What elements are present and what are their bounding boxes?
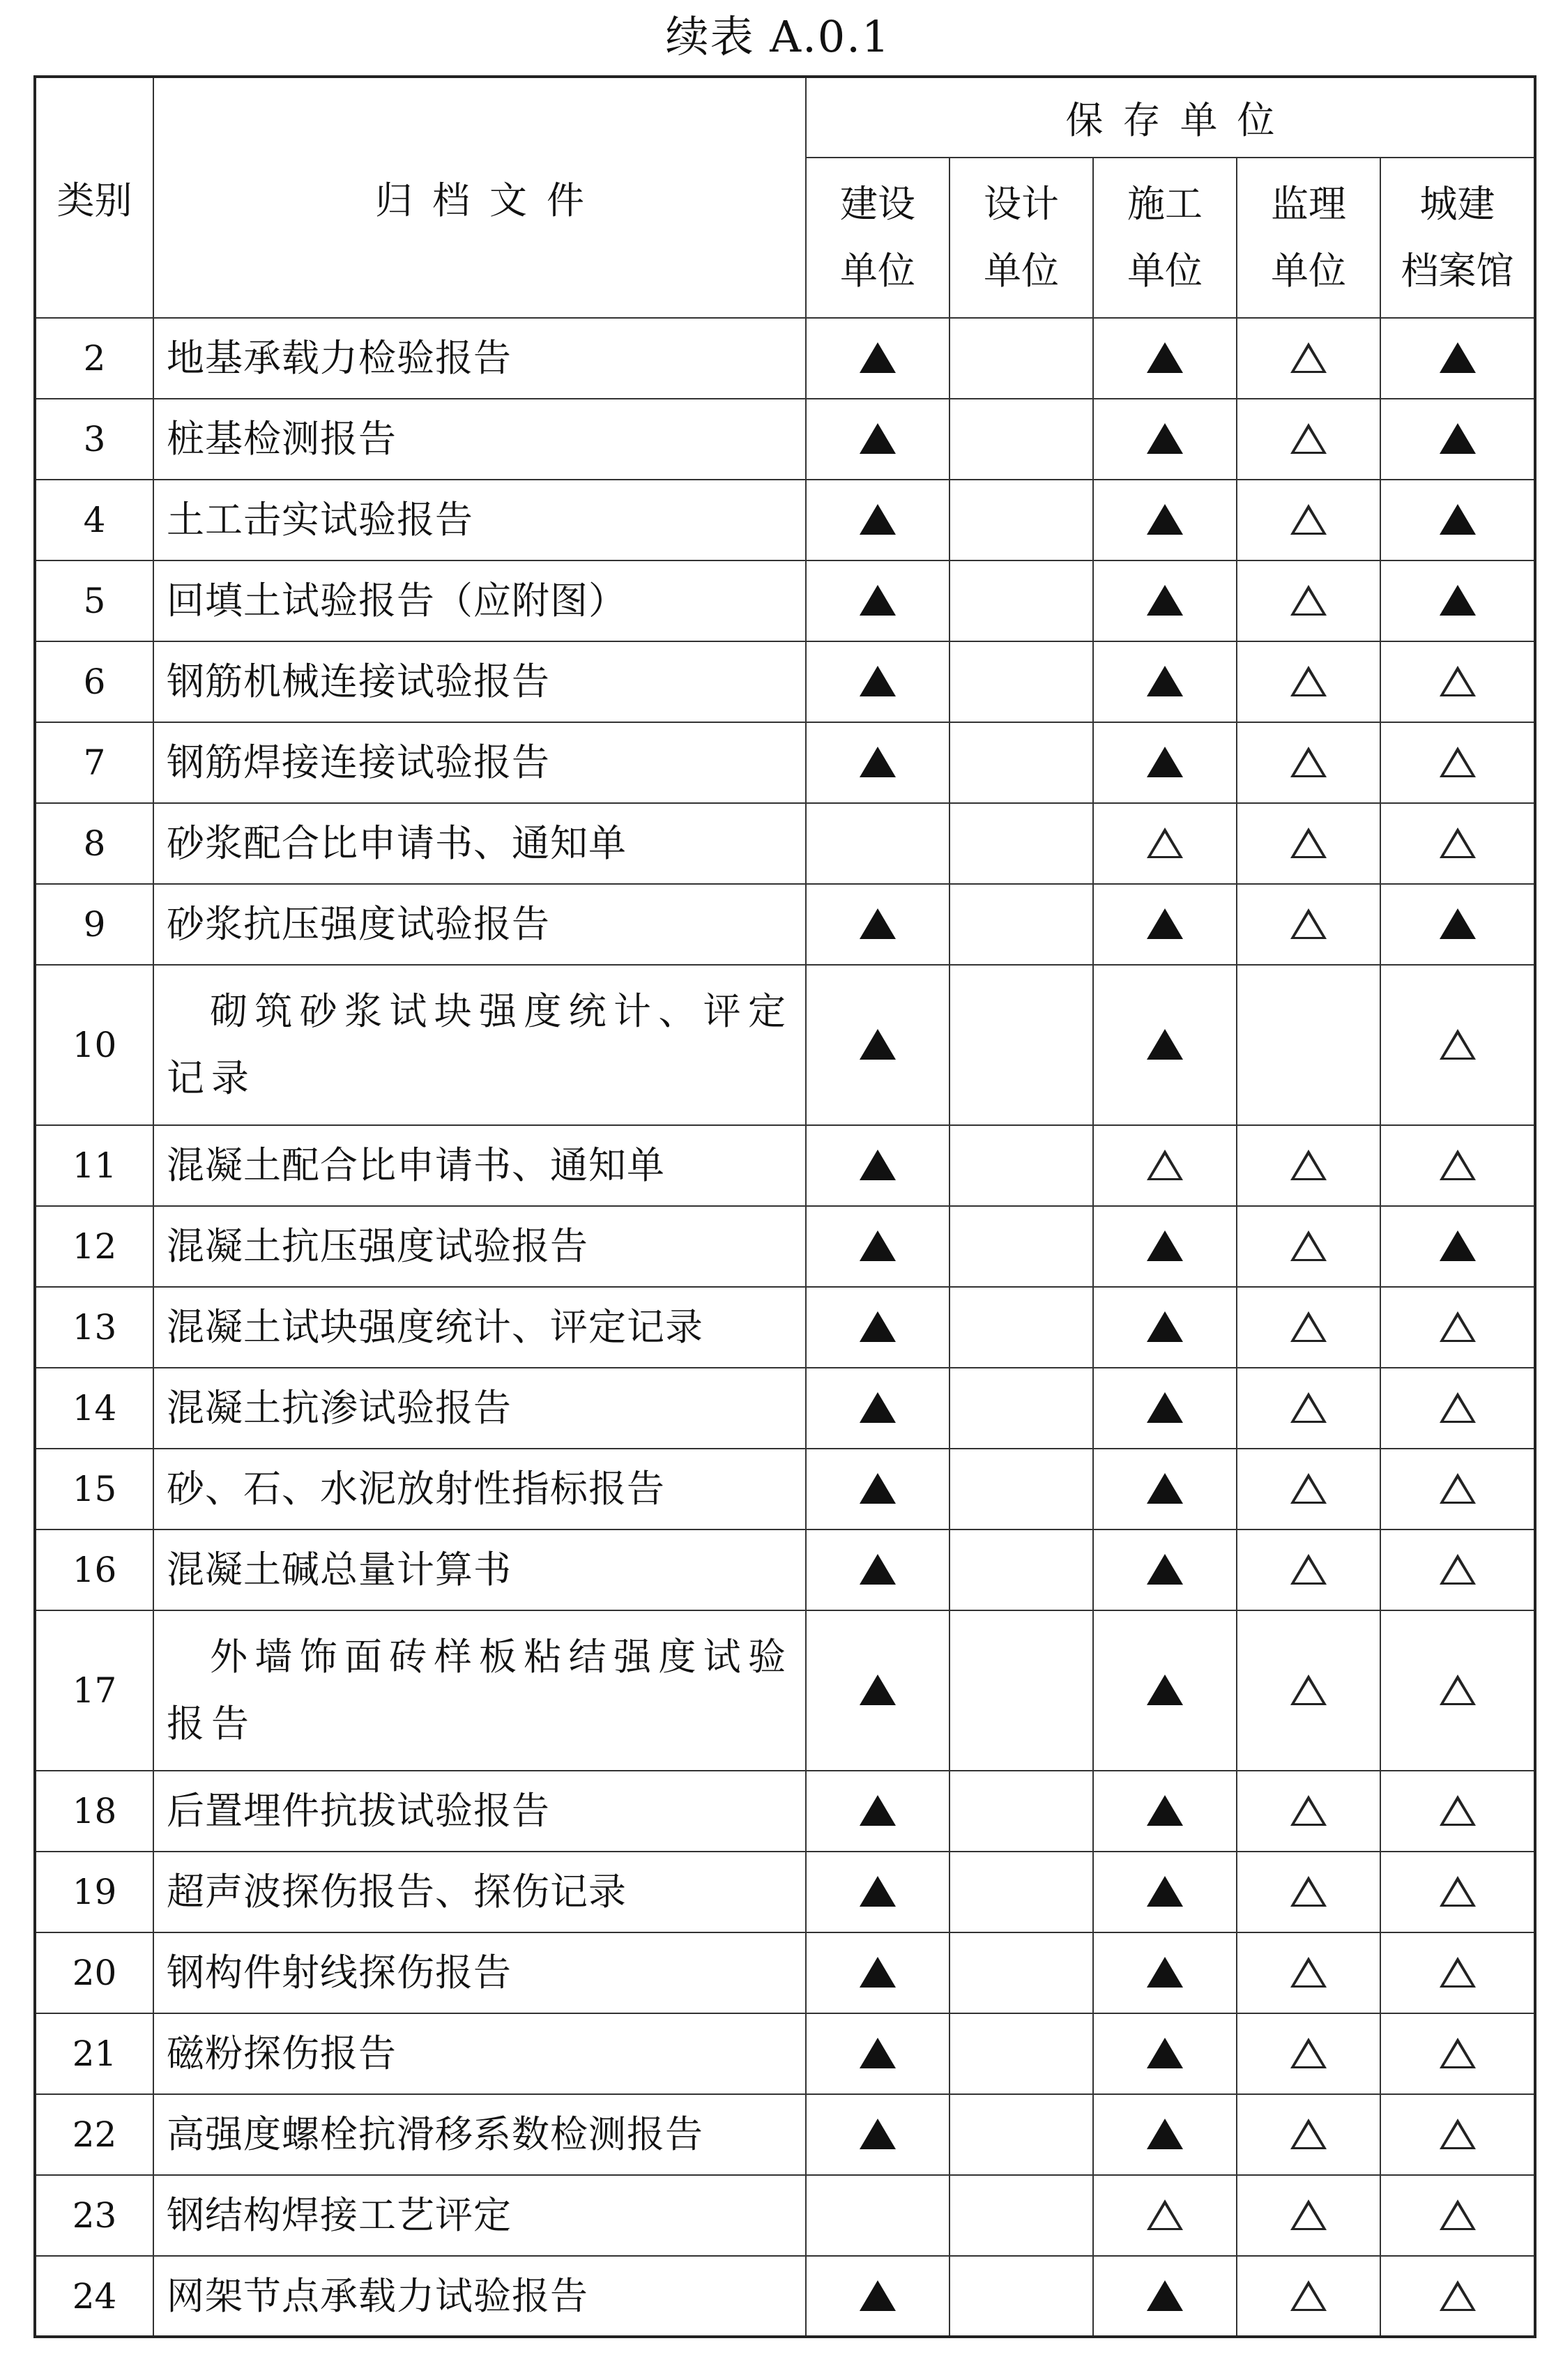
hollow-triangle-icon [1290,1957,1327,1988]
hollow-triangle-icon [1440,747,1476,777]
mark-cell-archive [1380,1287,1535,1368]
table-row [35,399,1535,480]
document-name: 砂浆配合比申请书、通知单 [153,803,806,884]
mark-cell-contractor [1093,560,1237,641]
mark-cell-design [949,1610,1093,1771]
mark-cell-supervision [1237,1449,1380,1530]
document-name: 混凝土抗压强度试验报告 [153,1206,806,1287]
table-row [35,1771,1535,1852]
mark-cell-supervision [1237,2094,1380,2175]
category-number: 12 [35,1206,153,1287]
mark-cell-construction [806,1932,949,2013]
document-name: 桩基检测报告 [153,399,806,480]
mark-cell-construction [806,641,949,722]
table-caption: 续表 A.0.1 [665,11,891,62]
mark-cell-supervision [1237,1771,1380,1852]
document-name: 外墙饰面砖样板粘结强度试验报告 [153,1610,806,1771]
mark-cell-contractor [1093,2013,1237,2094]
solid-triangle-icon [1147,1473,1183,1504]
hollow-triangle-icon [1440,1957,1476,1988]
mark-cell-archive [1380,2013,1535,2094]
mark-cell-archive [1380,1125,1535,1206]
mark-cell-supervision [1237,480,1380,560]
hollow-triangle-icon [1290,1795,1327,1826]
category-number: 21 [35,2013,153,2094]
table-row [35,965,1535,1125]
mark-cell-construction [806,560,949,641]
mark-cell-construction [806,1530,949,1610]
mark-cell-archive [1380,560,1535,641]
solid-triangle-icon [1147,1795,1183,1826]
mark-cell-construction [806,2094,949,2175]
hollow-triangle-icon [1290,1392,1327,1423]
solid-triangle-icon [1147,423,1183,454]
mark-cell-supervision [1237,1852,1380,1932]
hollow-triangle-icon [1290,1230,1327,1261]
table-row [35,1610,1535,1771]
solid-triangle-icon [1440,504,1476,535]
category-number: 9 [35,884,153,965]
table-body [35,318,1535,2337]
solid-triangle-icon [1147,2280,1183,2311]
header-unit-design: 设计 单位 [949,158,1093,318]
mark-cell-supervision [1237,1932,1380,2013]
category-number: 4 [35,480,153,560]
mark-cell-design [949,1932,1093,2013]
solid-triangle-icon [1440,342,1476,373]
solid-triangle-icon [1147,2038,1183,2068]
mark-cell-design [949,318,1093,399]
solid-triangle-icon [1147,504,1183,535]
mark-cell-contractor [1093,318,1237,399]
hollow-triangle-icon [1440,2280,1476,2311]
table-row [35,722,1535,803]
solid-triangle-icon [860,908,896,939]
mark-cell-supervision [1237,641,1380,722]
category-number: 19 [35,1852,153,1932]
mark-cell-construction [806,2175,949,2256]
mark-cell-design [949,560,1093,641]
mark-cell-contractor [1093,1449,1237,1530]
category-number: 16 [35,1530,153,1610]
mark-cell-design [949,1771,1093,1852]
category-number: 13 [35,1287,153,1368]
mark-cell-contractor [1093,722,1237,803]
mark-cell-design [949,2013,1093,2094]
mark-cell-design [949,1530,1093,1610]
mark-cell-construction [806,1610,949,1771]
document-name: 超声波探伤报告、探伤记录 [153,1852,806,1932]
mark-cell-archive [1380,2094,1535,2175]
mark-cell-contractor [1093,1610,1237,1771]
mark-cell-contractor [1093,965,1237,1125]
category-number: 2 [35,318,153,399]
solid-triangle-icon [860,504,896,535]
header-custody-group: 保存单位 [806,77,1535,158]
solid-triangle-icon [860,423,896,454]
mark-cell-contractor [1093,1932,1237,2013]
header-unit-archive: 城建 档案馆 [1380,158,1535,318]
mark-cell-archive [1380,480,1535,560]
document-name: 后置埋件抗拔试验报告 [153,1771,806,1852]
category-number: 22 [35,2094,153,2175]
table-row [35,2013,1535,2094]
document-name: 混凝土碱总量计算书 [153,1530,806,1610]
document-name: 网架节点承载力试验报告 [153,2256,806,2337]
solid-triangle-icon [1147,1554,1183,1585]
solid-triangle-icon [1147,1392,1183,1423]
mark-cell-archive [1380,803,1535,884]
mark-cell-design [949,399,1093,480]
table-row [35,2175,1535,2256]
mark-cell-construction [806,399,949,480]
mark-cell-supervision [1237,399,1380,480]
mark-cell-design [949,884,1093,965]
mark-cell-design [949,480,1093,560]
hollow-triangle-icon [1440,1392,1476,1423]
category-number: 8 [35,803,153,884]
table-row [35,641,1535,722]
solid-triangle-icon [860,1473,896,1504]
mark-cell-contractor [1093,1125,1237,1206]
solid-triangle-icon [1147,1230,1183,1261]
category-number: 10 [35,965,153,1125]
hollow-triangle-icon [1290,1311,1327,1342]
hollow-triangle-icon [1440,1150,1476,1180]
table-row [35,1287,1535,1368]
hollow-triangle-icon [1290,1554,1327,1585]
header-category: 类别 [35,77,153,318]
hollow-triangle-icon [1290,2280,1327,2311]
solid-triangle-icon [860,1029,896,1060]
mark-cell-supervision [1237,884,1380,965]
solid-triangle-icon [860,585,896,616]
category-number: 5 [35,560,153,641]
document-name: 钢结构焊接工艺评定 [153,2175,806,2256]
mark-cell-contractor [1093,2256,1237,2337]
hollow-triangle-icon [1440,666,1476,696]
header-unit-supervision: 监理 单位 [1237,158,1380,318]
mark-cell-contractor [1093,2175,1237,2256]
document-name: 砂浆抗压强度试验报告 [153,884,806,965]
mark-cell-archive [1380,399,1535,480]
hollow-triangle-icon [1290,1473,1327,1504]
category-number: 7 [35,722,153,803]
mark-cell-contractor [1093,1852,1237,1932]
solid-triangle-icon [1440,423,1476,454]
mark-cell-contractor [1093,803,1237,884]
mark-cell-archive [1380,1852,1535,1932]
mark-cell-construction [806,1852,949,1932]
hollow-triangle-icon [1440,1795,1476,1826]
mark-cell-contractor [1093,641,1237,722]
mark-cell-archive [1380,2175,1535,2256]
solid-triangle-icon [1147,1957,1183,1988]
mark-cell-design [949,722,1093,803]
solid-triangle-icon [1147,1876,1183,1907]
mark-cell-design [949,641,1093,722]
mark-cell-design [949,2094,1093,2175]
hollow-triangle-icon [1440,1675,1476,1705]
mark-cell-archive [1380,1771,1535,1852]
category-number: 23 [35,2175,153,2256]
solid-triangle-icon [860,1675,896,1705]
hollow-triangle-icon [1290,827,1327,858]
mark-cell-archive [1380,2256,1535,2337]
mark-cell-supervision [1237,318,1380,399]
hollow-triangle-icon [1290,666,1327,696]
table-row [35,1852,1535,1932]
solid-triangle-icon [1147,585,1183,616]
solid-triangle-icon [860,666,896,696]
mark-cell-supervision [1237,722,1380,803]
hollow-triangle-icon [1440,1473,1476,1504]
hollow-triangle-icon [1290,504,1327,535]
table-row [35,318,1535,399]
header-unit-construction: 建设 单位 [806,158,949,318]
mark-cell-construction [806,2013,949,2094]
solid-triangle-icon [860,1957,896,1988]
solid-triangle-icon [860,342,896,373]
mark-cell-construction [806,1368,949,1449]
mark-cell-supervision [1237,803,1380,884]
mark-cell-design [949,1368,1093,1449]
mark-cell-contractor [1093,1771,1237,1852]
document-name: 回填土试验报告（应附图） [153,560,806,641]
mark-cell-construction [806,480,949,560]
hollow-triangle-icon [1440,827,1476,858]
hollow-triangle-icon [1440,1029,1476,1060]
solid-triangle-icon [1440,908,1476,939]
category-number: 3 [35,399,153,480]
mark-cell-construction [806,884,949,965]
document-name: 钢构件射线探伤报告 [153,1932,806,2013]
hollow-triangle-icon [1290,1876,1327,1907]
mark-cell-supervision [1237,2013,1380,2094]
mark-cell-supervision [1237,1125,1380,1206]
hollow-triangle-icon [1290,342,1327,373]
solid-triangle-icon [1147,666,1183,696]
mark-cell-contractor [1093,1206,1237,1287]
document-name: 砂、石、水泥放射性指标报告 [153,1449,806,1530]
solid-triangle-icon [860,747,896,777]
mark-cell-supervision [1237,1610,1380,1771]
solid-triangle-icon [1440,585,1476,616]
archive-table [33,75,1536,2338]
mark-cell-contractor [1093,1368,1237,1449]
hollow-triangle-icon [1290,2119,1327,2149]
hollow-triangle-icon [1147,1150,1183,1180]
mark-cell-design [949,803,1093,884]
mark-cell-archive [1380,1610,1535,1771]
solid-triangle-icon [1147,747,1183,777]
mark-cell-supervision [1237,1287,1380,1368]
hollow-triangle-icon [1290,1150,1327,1180]
document-name: 高强度螺栓抗滑移系数检测报告 [153,2094,806,2175]
category-number: 15 [35,1449,153,1530]
document-name: 混凝土配合比申请书、通知单 [153,1125,806,1206]
document-name: 磁粉探伤报告 [153,2013,806,2094]
header-unit-contractor: 施工 单位 [1093,158,1237,318]
table-row [35,1932,1535,2013]
hollow-triangle-icon [1440,1311,1476,1342]
mark-cell-contractor [1093,1530,1237,1610]
mark-cell-design [949,965,1093,1125]
hollow-triangle-icon [1440,1554,1476,1585]
hollow-triangle-icon [1440,2199,1476,2230]
mark-cell-supervision [1237,1368,1380,1449]
mark-cell-contractor [1093,399,1237,480]
hollow-triangle-icon [1290,747,1327,777]
solid-triangle-icon [1147,1675,1183,1705]
hollow-triangle-icon [1290,1675,1327,1705]
solid-triangle-icon [860,1795,896,1826]
solid-triangle-icon [860,1554,896,1585]
document-name: 钢筋焊接连接试验报告 [153,722,806,803]
category-number: 11 [35,1125,153,1206]
mark-cell-contractor [1093,2094,1237,2175]
mark-cell-design [949,1125,1093,1206]
table-row [35,1125,1535,1206]
mark-cell-contractor [1093,1287,1237,1368]
mark-cell-archive [1380,1449,1535,1530]
solid-triangle-icon [860,2119,896,2149]
category-number: 20 [35,1932,153,2013]
solid-triangle-icon [1147,342,1183,373]
category-number: 18 [35,1771,153,1852]
mark-cell-design [949,1449,1093,1530]
mark-cell-construction [806,2256,949,2337]
category-number: 6 [35,641,153,722]
document-name: 混凝土抗渗试验报告 [153,1368,806,1449]
mark-cell-construction [806,1287,949,1368]
table-row [35,1206,1535,1287]
table-row [35,560,1535,641]
document-name: 土工击实试验报告 [153,480,806,560]
mark-cell-archive [1380,1932,1535,2013]
mark-cell-archive [1380,722,1535,803]
mark-cell-archive [1380,318,1535,399]
hollow-triangle-icon [1147,827,1183,858]
mark-cell-design [949,2175,1093,2256]
mark-cell-construction [806,1771,949,1852]
category-number: 24 [35,2256,153,2337]
mark-cell-construction [806,1125,949,1206]
mark-cell-archive [1380,1206,1535,1287]
solid-triangle-icon [860,1876,896,1907]
mark-cell-construction [806,1449,949,1530]
table-row [35,2094,1535,2175]
mark-cell-supervision [1237,1206,1380,1287]
mark-cell-construction [806,318,949,399]
mark-cell-design [949,1206,1093,1287]
mark-cell-archive [1380,1368,1535,1449]
hollow-triangle-icon [1290,2038,1327,2068]
mark-cell-construction [806,1206,949,1287]
hollow-triangle-icon [1290,2199,1327,2230]
solid-triangle-icon [860,1150,896,1180]
mark-cell-construction [806,965,949,1125]
table-row [35,884,1535,965]
table-row [35,2256,1535,2337]
hollow-triangle-icon [1440,1876,1476,1907]
solid-triangle-icon [860,2280,896,2311]
mark-cell-construction [806,722,949,803]
mark-cell-supervision [1237,560,1380,641]
mark-cell-supervision [1237,2256,1380,2337]
mark-cell-archive [1380,884,1535,965]
table-row [35,480,1535,560]
mark-cell-contractor [1093,480,1237,560]
document-name: 钢筋机械连接试验报告 [153,641,806,722]
solid-triangle-icon [1147,908,1183,939]
document-name: 地基承载力检验报告 [153,318,806,399]
solid-triangle-icon [1147,2119,1183,2149]
mark-cell-contractor [1093,884,1237,965]
mark-cell-archive [1380,1530,1535,1610]
solid-triangle-icon [1440,1230,1476,1261]
table-row [35,1530,1535,1610]
mark-cell-supervision [1237,2175,1380,2256]
solid-triangle-icon [860,2038,896,2068]
table-row [35,803,1535,884]
hollow-triangle-icon [1440,2038,1476,2068]
hollow-triangle-icon [1147,2199,1183,2230]
mark-cell-design [949,1287,1093,1368]
category-number: 17 [35,1610,153,1771]
solid-triangle-icon [860,1311,896,1342]
table-row [35,1368,1535,1449]
solid-triangle-icon [860,1230,896,1261]
mark-cell-design [949,2256,1093,2337]
solid-triangle-icon [1147,1311,1183,1342]
solid-triangle-icon [860,1392,896,1423]
table-row [35,1449,1535,1530]
mark-cell-design [949,1852,1093,1932]
document-name: 混凝土试块强度统计、评定记录 [153,1287,806,1368]
mark-cell-supervision [1237,1530,1380,1610]
hollow-triangle-icon [1440,2119,1476,2149]
mark-cell-archive [1380,965,1535,1125]
mark-cell-supervision [1237,965,1380,1125]
document-name: 砌筑砂浆试块强度统计、评定记录 [153,965,806,1125]
hollow-triangle-icon [1290,423,1327,454]
header-document: 归档文件 [153,77,806,318]
mark-cell-construction [806,803,949,884]
mark-cell-archive [1380,641,1535,722]
category-number: 14 [35,1368,153,1449]
solid-triangle-icon [1147,1029,1183,1060]
hollow-triangle-icon [1290,585,1327,616]
hollow-triangle-icon [1290,908,1327,939]
